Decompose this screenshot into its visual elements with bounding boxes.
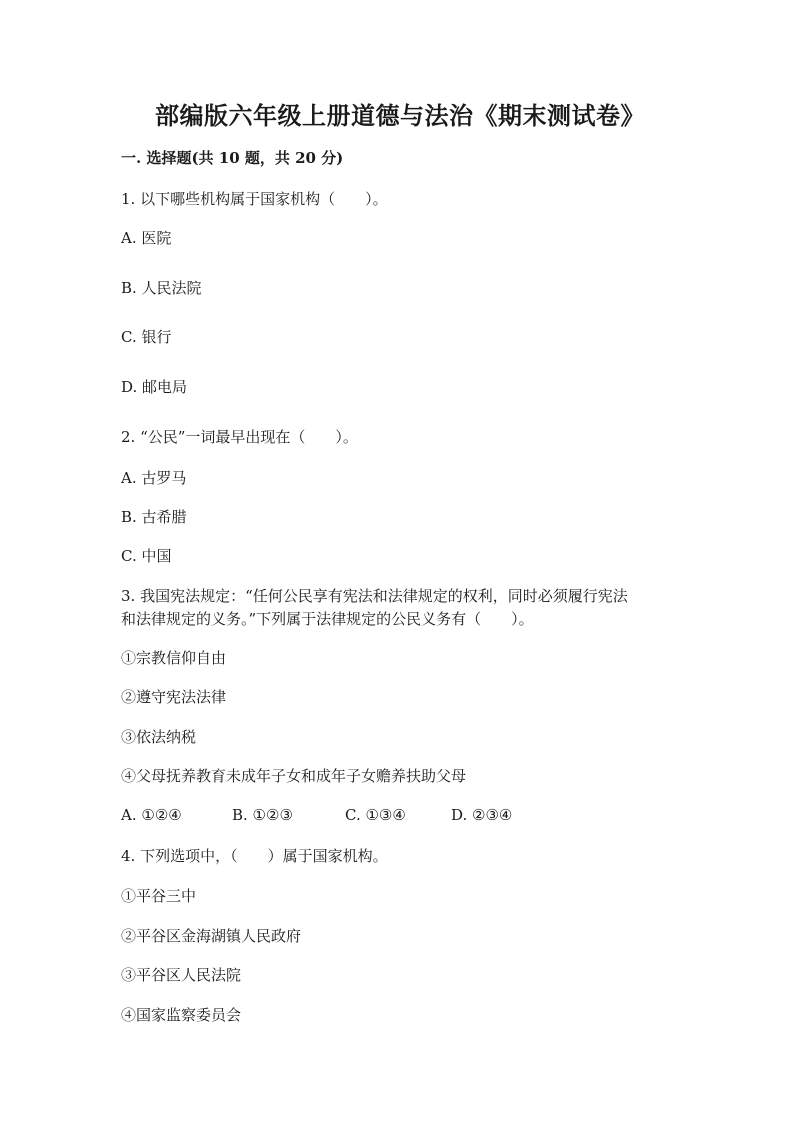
question-1-stem: 1. 以下哪些机构属于国家机构（ ）。 — [121, 190, 388, 208]
question-4-item-1: ①平谷三中 — [121, 887, 197, 905]
question-4-item-2: ②平谷区金海湖镇人民政府 — [121, 927, 302, 945]
question-4-stem: 4. 下列选项中，（ ）属于国家机构。 — [121, 847, 388, 865]
question-1-option-b: B. 人民法院 — [121, 279, 202, 297]
question-3-item-4: ④父母抚养教育未成年子女和成年子女赡养扶助父母 — [121, 767, 467, 785]
question-3-stem-line-2: 和法律规定的义务。”下列属于法律规定的公民义务有（ ）。 — [121, 610, 534, 628]
question-4-item-4: ④国家监察委员会 — [121, 1006, 242, 1024]
question-1-option-c: C. 银行 — [121, 328, 172, 346]
question-1-option-d: D. 邮电局 — [121, 378, 188, 396]
question-3-options — [121, 806, 681, 826]
question-1-option-a: A. 医院 — [121, 229, 172, 247]
question-3-option-d: D. ②③④ — [451, 806, 513, 824]
question-2-option-a: A. 古罗马 — [121, 469, 187, 487]
section-heading: 一. 选择题(共 10 题，共 20 分) — [121, 149, 344, 167]
question-3-option-a: A. ①②④ — [121, 806, 182, 824]
question-2-stem: 2. “公民”一词最早出现在（ ）。 — [121, 428, 358, 446]
question-3-item-2: ②遵守宪法法律 — [121, 688, 227, 706]
page-title: 部编版六年级上册道德与法治《期末测试卷》 — [155, 101, 645, 130]
question-2-option-b: B. 古希腊 — [121, 508, 187, 526]
question-2-option-c: C. 中国 — [121, 547, 172, 565]
question-3-option-b: B. ①②③ — [232, 806, 293, 824]
question-4-item-3: ③平谷区人民法院 — [121, 966, 242, 984]
question-3-item-3: ③依法纳税 — [121, 728, 197, 746]
question-3-option-c: C. ①③④ — [345, 806, 406, 824]
question-3-item-1: ①宗教信仰自由 — [121, 649, 227, 667]
question-3-stem-line-1: 3. 我国宪法规定：“任何公民享有宪法和法律规定的权利，同时必须履行宪法 — [121, 587, 628, 605]
